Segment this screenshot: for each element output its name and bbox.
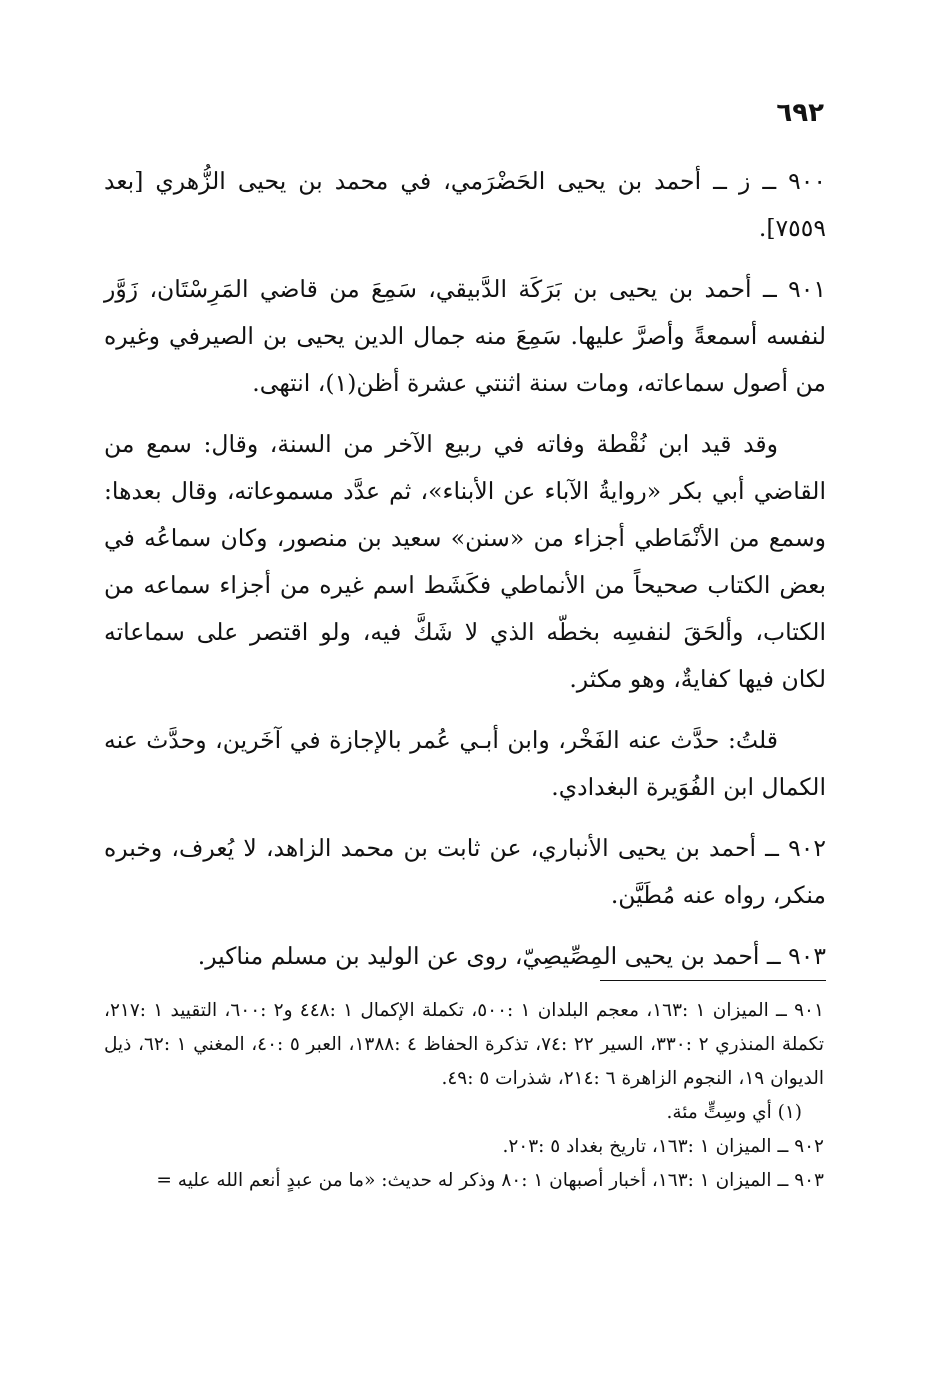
footnote-1: (١) أي وسِتٍّ مئة. — [666, 1102, 802, 1123]
entry-903: ٩٠٣ ــ أحمد بن يحيى المِصِّيصِيّ، روى عن الوليد بن مسلم مناكير. — [197, 942, 826, 970]
entry-901-commentary: وقد قيد ابن نُقْطة وفاته في ربيع الآخر من السنة، وقال: سمع من القاضي أبي بكر «روايةُ الآباء عن الأبناء»، ثم عدَّد مسموعاته، وقال بعدها: وسمع من الأنْمَاطي أجزاء من «سنن» سعيد بن منصور، وكان سماعُه في بعض الكتاب صحيحاً من الأنماطي فكَشَط اسم غيره من أجزاء سماعه من الكتاب، وألحَقَ لنفسِه بخطّه الذي لا شَكَّ فيه، ولو اقتصر على سماعاته لكان فيها كفايةٌ، وهو مكثر. — [104, 430, 826, 693]
main-text — [104, 158, 826, 994]
entry-901-note: قلتُ: حدَّث عنه الفَخْر، وابن أبـي عُمر بالإجازة في آخَرين، وحدَّث عنه الكمال ابن الفُوَيرة البغدادي. — [104, 726, 826, 801]
footnote-903: ٩٠٣ ــ الميزان ١ :١٦٣، أخبار أصبهان ١ :٨٠ وذكر له حديث: «ما من عبدٍ أنعم الله عليه = — [156, 1170, 824, 1191]
footnote-902: ٩٠٢ ــ الميزان ١ :١٦٣، تاريخ بغداد ٥ :٢٠٣. — [502, 1136, 824, 1157]
entry-902: ٩٠٢ ــ أحمد بن يحيى الأنباري، عن ثابت بن محمد الزاهد، لا يُعرف، وخبره منكر، رواه عنه مُطَيَّن. — [104, 834, 826, 909]
entry-901: ٩٠١ ــ أحمد بن يحيى بن بَرَكَة الدَّبيقي، سَمِعَ من قاضي المَرِسْتَان، زَوَّر لنفسه أسمعةً وأصرَّ عليها. سَمِعَ منه جمال الدين يحيى بن الصيرفي وغيره من أصول سماعاته، ومات سنة اثنتي عشرة أظن(١)، انتهى. — [104, 275, 826, 397]
footnotes — [104, 994, 824, 1198]
footnote-separator — [600, 980, 826, 981]
footnote-901: ٩٠١ ــ الميزان ١ :١٦٣، معجم البلدان ١ :٥٠٠، تكملة الإكمال ١ :٤٤٨ و٢ :٦٠٠، التقييد ١ :٢١٧، تكملة المنذري ٢ :٣٣٠، السير ٢٢ :٧٤، تذكرة الحفاظ ٤ :١٣٨٨، العبر ٥ :٤٠، المغني ١ :٦٢، ذيل الديوان ١٩، النجوم الزاهرة ٦ :٢١٤، شذرات ٥ :٤٩. — [104, 1000, 824, 1089]
entry-900: ٩٠٠ ــ ز ــ أحمد بن يحيى الحَضْرَمي، في محمد بن يحيى الزُّهري [بعد ٧٥٥٩]. — [104, 167, 826, 242]
page-number: ٦٩٢ — [776, 98, 824, 128]
